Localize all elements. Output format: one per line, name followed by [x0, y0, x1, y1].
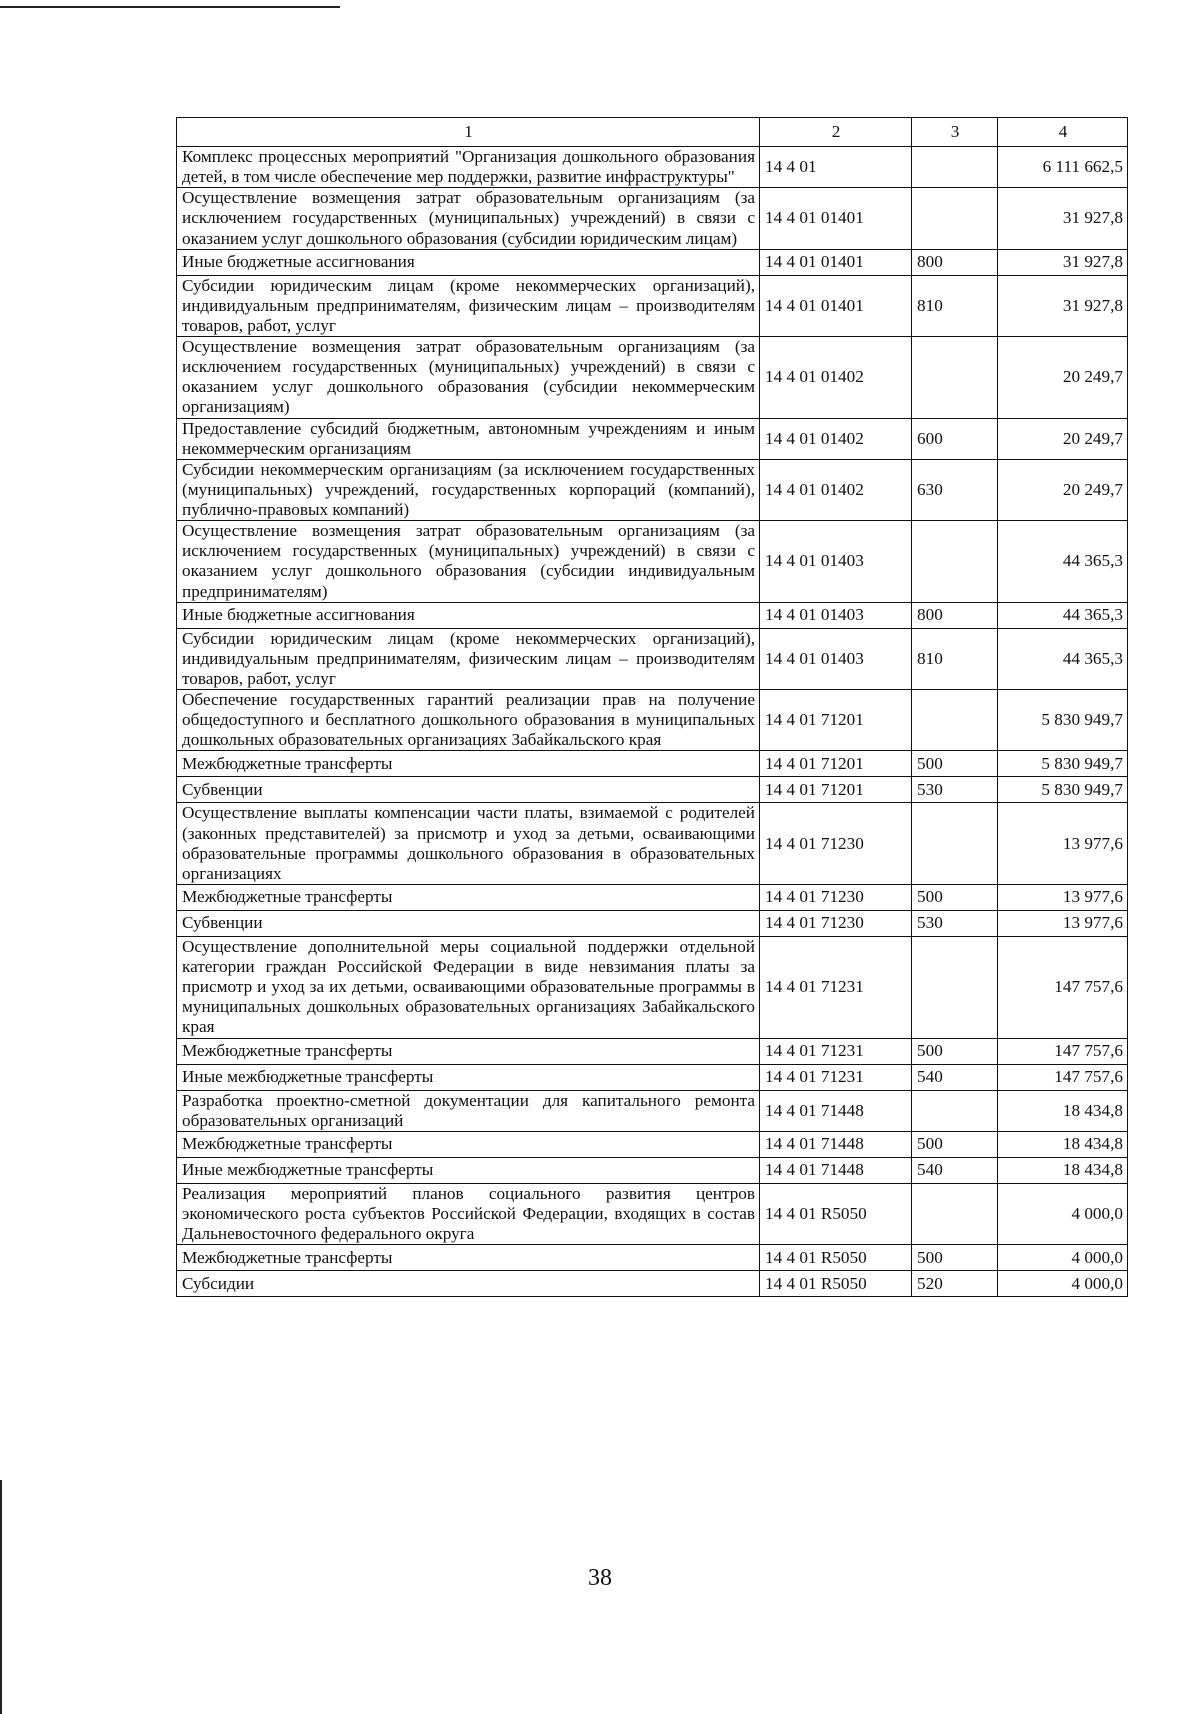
row-type	[912, 936, 998, 1038]
row-code: 14 4 01 71230	[760, 884, 912, 910]
row-name: Иные бюджетные ассигнования	[177, 249, 760, 275]
row-sum: 5 830 949,7	[998, 690, 1128, 751]
row-sum: 20 249,7	[998, 418, 1128, 459]
row-type	[912, 188, 998, 249]
row-code: 14 4 01 01402	[760, 337, 912, 419]
table-row	[177, 910, 1128, 936]
table-row	[177, 777, 1128, 803]
row-name: Осуществление выплаты компенсации части платы, взимаемой с родителей (законных представителей) за присмотр и уход за детьми, осваивающими образовательные программы дошкольного образования в образовательных организациях	[177, 803, 760, 885]
row-name: Осуществление дополнительной меры социальной поддержки отдельной категории граждан Российской Федерации в виде невзимания платы за присмотр и уход за их детьми, осваивающими образовательные программы в муниципальных дошкольных образовательных организациях Забайкальского края	[177, 936, 760, 1038]
table-row	[177, 1245, 1128, 1271]
page-number: 38	[588, 1565, 612, 1591]
table-row	[177, 1038, 1128, 1064]
row-code: 14 4 01 R5050	[760, 1183, 912, 1244]
table-row	[177, 602, 1128, 628]
row-name: Межбюджетные трансферты	[177, 884, 760, 910]
row-code: 14 4 01 71448	[760, 1131, 912, 1157]
row-code: 14 4 01 71231	[760, 936, 912, 1038]
row-code: 14 4 01 71231	[760, 1064, 912, 1090]
row-type	[912, 803, 998, 885]
row-sum: 13 977,6	[998, 910, 1128, 936]
table-body	[177, 147, 1128, 1297]
header-col-4: 4	[998, 118, 1128, 147]
table-row	[177, 459, 1128, 520]
row-code: 14 4 01 01402	[760, 418, 912, 459]
table-row	[177, 1090, 1128, 1131]
row-code: 14 4 01 01401	[760, 249, 912, 275]
row-sum: 4 000,0	[998, 1271, 1128, 1297]
table-row	[177, 1131, 1128, 1157]
row-sum: 147 757,6	[998, 1038, 1128, 1064]
row-type: 810	[912, 628, 998, 689]
header-col-1: 1	[177, 118, 760, 147]
row-code: 14 4 01 01401	[760, 188, 912, 249]
row-sum: 44 365,3	[998, 602, 1128, 628]
row-type	[912, 1183, 998, 1244]
row-name: Иные межбюджетные трансферты	[177, 1157, 760, 1183]
table-row	[177, 1271, 1128, 1297]
row-type: 800	[912, 602, 998, 628]
row-sum: 147 757,6	[998, 1064, 1128, 1090]
row-name: Субсидии юридическим лицам (кроме некоммерческих организаций), индивидуальным предпринимателям, физическим лицам – производителям товаров, работ, услуг	[177, 275, 760, 336]
row-type: 500	[912, 884, 998, 910]
table-row	[177, 188, 1128, 249]
table-row	[177, 803, 1128, 885]
row-code: 14 4 01 01401	[760, 275, 912, 336]
row-sum: 18 434,8	[998, 1157, 1128, 1183]
row-sum: 31 927,8	[998, 275, 1128, 336]
row-sum: 13 977,6	[998, 803, 1128, 885]
table-row	[177, 1064, 1128, 1090]
table-row	[177, 1157, 1128, 1183]
row-name: Осуществление возмещения затрат образовательным организациям (за исключением государственных (муниципальных) учреждений) в связи с оказанием услуг дошкольного образования (субсидии некоммерческим организациям)	[177, 337, 760, 419]
table-row	[177, 418, 1128, 459]
row-code: 14 4 01	[760, 147, 912, 188]
row-sum: 20 249,7	[998, 337, 1128, 419]
row-name: Обеспечение государственных гарантий реализации прав на получение общедоступного и бесплатного дошкольного образования в муниципальных дошкольных образовательных организациях Забайкальского края	[177, 690, 760, 751]
table-row	[177, 275, 1128, 336]
budget-table	[176, 117, 1128, 1297]
row-code: 14 4 01 01403	[760, 521, 912, 603]
row-code: 14 4 01 71201	[760, 777, 912, 803]
row-sum: 13 977,6	[998, 884, 1128, 910]
row-code: 14 4 01 R5050	[760, 1245, 912, 1271]
row-name: Разработка проектно-сметной документации для капитального ремонта образовательных организаций	[177, 1090, 760, 1131]
table-row	[177, 249, 1128, 275]
row-code: 14 4 01 01403	[760, 628, 912, 689]
row-sum: 31 927,8	[998, 249, 1128, 275]
row-name: Субсидии юридическим лицам (кроме некоммерческих организаций), индивидуальным предпринимателям, физическим лицам – производителям товаров, работ, услуг	[177, 628, 760, 689]
row-type	[912, 337, 998, 419]
table-row	[177, 1183, 1128, 1244]
row-type: 500	[912, 1245, 998, 1271]
row-sum: 44 365,3	[998, 628, 1128, 689]
row-type	[912, 1090, 998, 1131]
row-name: Субвенции	[177, 777, 760, 803]
row-code: 14 4 01 71201	[760, 751, 912, 777]
header-col-2: 2	[760, 118, 912, 147]
row-sum: 31 927,8	[998, 188, 1128, 249]
row-type: 540	[912, 1157, 998, 1183]
scan-edge-line	[0, 1480, 2, 1714]
table-row	[177, 521, 1128, 603]
row-name: Осуществление возмещения затрат образовательным организациям (за исключением государственных (муниципальных) учреждений) в связи с оказанием услуг дошкольного образования (субсидии юридическим лицам)	[177, 188, 760, 249]
row-name: Межбюджетные трансферты	[177, 1131, 760, 1157]
row-sum: 20 249,7	[998, 459, 1128, 520]
row-sum: 6 111 662,5	[998, 147, 1128, 188]
row-name: Предоставление субсидий бюджетным, автономным учреждениям и иным некоммерческим организациям	[177, 418, 760, 459]
row-code: 14 4 01 71230	[760, 910, 912, 936]
row-type: 500	[912, 1038, 998, 1064]
header-col-3: 3	[912, 118, 998, 147]
row-type: 530	[912, 777, 998, 803]
row-code: 14 4 01 71201	[760, 690, 912, 751]
row-code: 14 4 01 R5050	[760, 1271, 912, 1297]
row-code: 14 4 01 71448	[760, 1090, 912, 1131]
row-type: 530	[912, 910, 998, 936]
table-row	[177, 936, 1128, 1038]
row-code: 14 4 01 01402	[760, 459, 912, 520]
row-sum: 4 000,0	[998, 1245, 1128, 1271]
row-type: 600	[912, 418, 998, 459]
row-name: Межбюджетные трансферты	[177, 1245, 760, 1271]
row-name: Иные бюджетные ассигнования	[177, 602, 760, 628]
row-type: 540	[912, 1064, 998, 1090]
row-sum: 44 365,3	[998, 521, 1128, 603]
row-type: 500	[912, 751, 998, 777]
row-sum: 4 000,0	[998, 1183, 1128, 1244]
row-sum: 5 830 949,7	[998, 777, 1128, 803]
row-type: 800	[912, 249, 998, 275]
row-name: Комплекс процессных мероприятий "Организация дошкольного образования детей, в том числе обеспечение мер поддержки, развитие инфраструктуры"	[177, 147, 760, 188]
row-type: 500	[912, 1131, 998, 1157]
table-row	[177, 751, 1128, 777]
table-row	[177, 628, 1128, 689]
row-name: Межбюджетные трансферты	[177, 751, 760, 777]
table-header-row	[177, 118, 1128, 147]
row-type	[912, 521, 998, 603]
scan-edge-line	[0, 6, 340, 8]
row-code: 14 4 01 71230	[760, 803, 912, 885]
row-code: 14 4 01 71231	[760, 1038, 912, 1064]
row-name: Осуществление возмещения затрат образовательным организациям (за исключением государственных (муниципальных) учреждений) в связи с оказанием услуг дошкольного образования (субсидии индивидуальным предпринимателям)	[177, 521, 760, 603]
table-row	[177, 884, 1128, 910]
row-name: Реализация мероприятий планов социального развития центров экономического роста субъектов Российской Федерации, входящих в состав Дальневосточного федерального округа	[177, 1183, 760, 1244]
table-row	[177, 147, 1128, 188]
row-name: Межбюджетные трансферты	[177, 1038, 760, 1064]
row-sum: 18 434,8	[998, 1131, 1128, 1157]
row-code: 14 4 01 01403	[760, 602, 912, 628]
row-name: Субсидии некоммерческим организациям (за исключением государственных (муниципальных) учреждений, государственных корпораций (компаний), публично-правовых компаний)	[177, 459, 760, 520]
row-name: Иные межбюджетные трансферты	[177, 1064, 760, 1090]
table-row	[177, 337, 1128, 419]
row-type	[912, 690, 998, 751]
row-code: 14 4 01 71448	[760, 1157, 912, 1183]
table-row	[177, 690, 1128, 751]
row-sum: 5 830 949,7	[998, 751, 1128, 777]
row-name: Субсидии	[177, 1271, 760, 1297]
row-name: Субвенции	[177, 910, 760, 936]
row-sum: 147 757,6	[998, 936, 1128, 1038]
row-type: 630	[912, 459, 998, 520]
row-type: 810	[912, 275, 998, 336]
row-type: 520	[912, 1271, 998, 1297]
row-sum: 18 434,8	[998, 1090, 1128, 1131]
row-type	[912, 147, 998, 188]
